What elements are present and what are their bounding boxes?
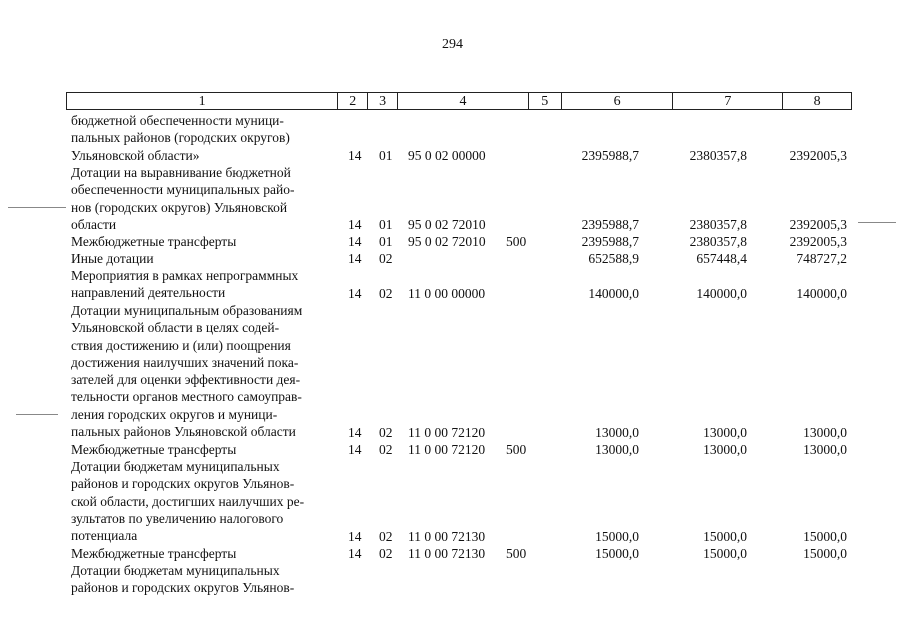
row-subsection: 02 [379,441,393,457]
table-row [0,458,905,545]
row-section: 14 [348,216,362,232]
table-header [66,92,852,110]
scan-artifact [16,414,58,415]
row-section: 14 [348,545,362,561]
row-subsection: 01 [379,147,393,163]
table-row [0,164,905,233]
row-target-code: 95 0 02 00000 [408,147,486,163]
table-row [0,233,905,250]
row-name: Дотации муниципальным образованиям Ульяновской области в целях содей- ствия достижению и (или) поощрения достижения наилучших значений пока- зателей для оценки эффективности дея- тельности органов местного самоуправ- ления городских округов и муници- пальных районов Ульяновской области [71,303,303,440]
header-col-4: 4 [398,93,529,109]
row-amount-6: 13000,0 [595,441,639,457]
row-section: 14 [348,441,362,457]
row-target-code: 95 0 02 72010 [408,216,486,232]
row-name: Мероприятия в рамках непрограммных направлений деятельности [71,268,299,301]
row-amount-7: 15000,0 [703,528,747,544]
row-amount-7: 15000,0 [703,545,747,561]
row-section: 14 [348,528,362,544]
header-col-3: 3 [368,93,398,109]
row-amount-8: 13000,0 [803,441,847,457]
row-name: Иные дотации [71,251,154,266]
row-expense-type: 500 [506,233,527,249]
row-amount-8: 15000,0 [803,545,847,561]
table-row [0,302,905,441]
row-subsection: 02 [379,285,393,301]
row-name: Дотации на выравнивание бюджетной обеспеченности муниципальных райо- нов (городских округов) Ульяновской области [71,165,295,232]
row-subsection: 01 [379,216,393,232]
row-amount-7: 140000,0 [696,285,747,301]
row-subsection: 02 [379,528,393,544]
row-target-code: 95 0 02 72010 [408,233,486,249]
header-col-8: 8 [813,94,821,109]
row-section: 14 [348,424,362,440]
row-amount-8: 15000,0 [803,528,847,544]
row-name: Межбюджетные трансферты [71,442,237,457]
row-amount-7: 2380357,8 [689,216,747,232]
row-name: Межбюджетные трансферты [71,234,237,249]
row-amount-6: 2395988,7 [581,233,639,249]
row-amount-8: 748727,2 [796,250,847,266]
row-amount-7: 657448,4 [696,250,747,266]
row-target-code: 11 0 00 72120 [408,424,486,440]
row-subsection: 02 [379,545,393,561]
header-col-2: 2 [338,93,368,109]
table-row [0,112,905,164]
row-amount-6: 2395988,7 [581,147,639,163]
table-row [0,441,905,458]
row-subsection: 02 [379,424,393,440]
table-row [0,545,905,562]
row-expense-type: 500 [506,441,527,457]
row-amount-7: 2380357,8 [689,233,747,249]
row-amount-8: 13000,0 [803,424,847,440]
row-section: 14 [348,250,362,266]
header-col-6: 6 [562,93,674,109]
row-target-code: 11 0 00 72120 [408,441,486,457]
header-col-5: 5 [529,93,562,109]
table-body [0,112,905,597]
row-name: бюджетной обеспеченности муници- пальных районов (городских округов) Ульяновской области» [71,113,290,163]
row-name: Межбюджетные трансферты [71,546,237,561]
table-row [0,267,905,302]
row-amount-7: 13000,0 [703,441,747,457]
row-amount-6: 652588,9 [588,250,639,266]
row-amount-6: 15000,0 [595,545,639,561]
row-amount-8: 2392005,3 [789,147,847,163]
header-col-7: 7 [673,93,783,109]
table-row [0,562,905,597]
row-amount-7: 13000,0 [703,424,747,440]
row-amount-8: 2392005,3 [789,216,847,232]
scan-artifact [858,222,896,223]
row-amount-8: 140000,0 [796,285,847,301]
row-section: 14 [348,233,362,249]
row-amount-6: 140000,0 [588,285,639,301]
row-amount-6: 15000,0 [595,528,639,544]
row-section: 14 [348,147,362,163]
header-col-1: 1 [67,93,338,109]
row-amount-7: 2380357,8 [689,147,747,163]
row-section: 14 [348,285,362,301]
row-target-code: 11 0 00 72130 [408,545,486,561]
row-subsection: 01 [379,233,393,249]
page-number: 294 [442,37,463,52]
row-amount-8: 2392005,3 [789,233,847,249]
row-amount-6: 2395988,7 [581,216,639,232]
row-amount-6: 13000,0 [595,424,639,440]
row-target-code: 11 0 00 72130 [408,528,486,544]
row-subsection: 02 [379,250,393,266]
table-row [0,250,905,267]
scan-artifact [8,207,66,208]
row-name: Дотации бюджетам муниципальных районов и городских округов Ульянов- ской области, достигших наилучших ре- зультатов по увеличению налогового потенциала [71,459,305,544]
row-name: Дотации бюджетам муниципальных районов и городских округов Ульянов- [71,563,295,596]
row-target-code: 11 0 00 00000 [408,285,486,301]
row-expense-type: 500 [506,545,527,561]
